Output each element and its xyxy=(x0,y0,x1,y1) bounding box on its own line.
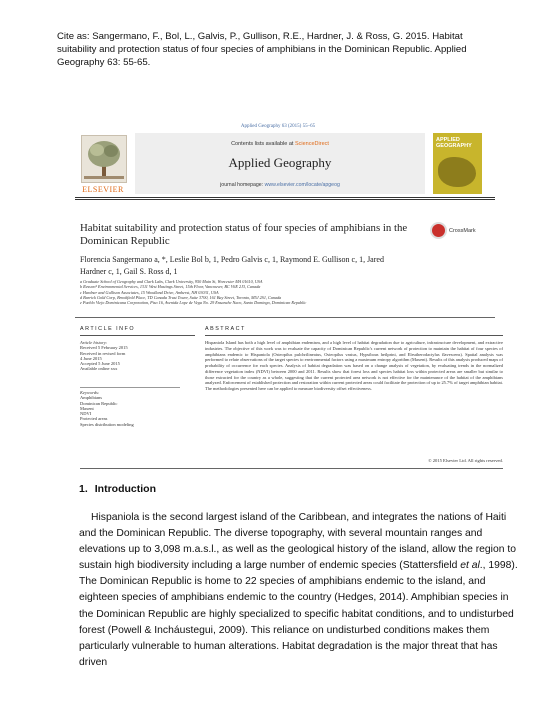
abstract-bottom-rule xyxy=(80,468,503,469)
journal-title: Applied Geography xyxy=(228,155,332,170)
affiliation: a Graduate School of Geography and Clark Labs, Clark University, 950 Main St, Worcester MA 01610, USA xyxy=(80,279,263,284)
copyright-notice: © 2015 Elsevier Ltd. All rights reserved. xyxy=(428,458,503,463)
author-list: Florencia Sangermano a, *, Leslie Bol b, 1, Pedro Galvis c, 1, Raymond E. Gullison c, 1, Jared Hardner c, 1, Gail S. Ross d, 1 xyxy=(80,255,384,276)
homepage-link[interactable]: www.elsevier.com/locate/apgeog xyxy=(264,182,340,188)
history-item: 4 June 2015 xyxy=(80,355,102,361)
affiliation-rule xyxy=(75,317,495,318)
crossmark-badge[interactable]: CrossMark xyxy=(430,222,476,240)
article-info-rule xyxy=(80,335,195,336)
sciencedirect-link[interactable]: ScienceDirect xyxy=(294,141,329,147)
section-number: 1. xyxy=(79,483,88,495)
history-item: Accepted 5 June 2015 xyxy=(80,361,120,367)
section-heading xyxy=(79,483,156,495)
section-title: Introduction xyxy=(94,483,157,495)
paper-title: Habitat suitability and protection status of four species of amphibians in the Dominican Republic xyxy=(80,222,408,247)
citation-note: Cite as: Sangermano, F., Bol, L., Galvis, P., Gullison, R.E., Hardner, J. & Ross, G. 2015. Habitat suitability and protection status of four species of amphibians in the Dominican Republic. Applied Geography 63: 55-65. xyxy=(57,31,467,68)
keyword: Species distribution modeling xyxy=(80,421,134,427)
history-item: Received 5 February 2015 xyxy=(80,345,128,351)
journal-homepage: journal homepage: www.elsevier.com/locate/apgeog xyxy=(220,182,340,188)
journal-cover: APPLIED GEOGRAPHY xyxy=(433,133,482,194)
journal-header xyxy=(75,133,482,194)
paragraph: Hispaniola is the second largest island of the Caribbean, and integrates the nations of Haiti and the Dominican Republic. The diverse topography, with several mountain ranges and elevations up to 3,098 m.a.s.l., as well as the geological history of the island, allow the region to sustain high biodiversity including a large number of endemic species (Stattersfield et al., 1998). The Dominican Republic is home to 22 species of amphibians endemic to the island, and eighteen species of amphibians endemic to the country (Hedges, 2014). Amphibian species in the Dominican Republic are highly specialized to specific habitat conditions, and to undisturbed forest (Powell & Incháustegui, 2009). This reliance on undisturbed conditions makes them particularly vulnerable to human alterations. Habitat degradation is the major threat that has driven xyxy=(79,512,518,668)
keyword: NDVI xyxy=(80,411,92,417)
crossmark-icon xyxy=(430,222,447,239)
keywords: Keywords: Amphibians Dominican Republic Maxent NDVI Protected areas Species distribution modeling xyxy=(80,387,180,427)
keyword: Protected areas xyxy=(80,416,108,422)
affiliation: e Pueblo Viejo Dominicana Corporation, Piso 16, Avenida Lope de Vega No. 29 Ensanche Naco, Santo Domingo, Dominican Republic xyxy=(80,300,307,306)
abstract-text: Hispaniola Island has both a high level of amphibian endemism, and a high level of habitat degradation due to agriculture, infrastructure development, and extractive industries. The objective of this work was to evaluate the capacity of Dominican Republic's current network of protection to maintain the habitat of four species of amphibians endemic to Hispaniola (Osteopilus pulchrilineatus, Osteopilus vastus, Hypsiboas heilprini, and Eleutherodactylus flavescens). Spatial analysis was performed to relate observations of the target species to environmental factors using a maximum entropy algorithm (Maxent). Results of this analysis produced maps of probability of occurrence for each species. Analysis of habitat degradation was based on a change analysis of vegetation, by evaluating trends in the normalized difference vegetation index (NDVI) between 2000 and 2011. Results show that forest loss and species habitat loss within protected areas are smaller but similar to those extracted for the country as a whole, suggesting that the current protected area network is not effective for the maintenance of the habitat of the amphibians analyzed. Enforcement of established protection and restoration within current protected areas could facilitate the protection of up to 25.7% of target amphibian habitat. The methodologies presented here can be applied to measure biodiversity offset effectiveness. xyxy=(205,340,503,391)
abstract-heading: ABSTRACT xyxy=(205,326,246,332)
elsevier-logo xyxy=(75,133,131,194)
introduction-body xyxy=(79,510,521,671)
header-rule-2 xyxy=(75,199,495,200)
keyword: Maxent xyxy=(80,405,94,411)
affiliation: c Hardner and Gullison Associates, 15 Woodland Drive, Amherst, NH 03031, USA xyxy=(80,289,219,295)
contents-line: Contents lists available at ScienceDirect xyxy=(231,141,329,147)
journal-banner xyxy=(135,133,425,194)
article-info-heading: ARTICLE INFO xyxy=(80,326,136,332)
abstract-rule xyxy=(205,335,503,336)
affiliation: b Ressort¹ Environmental Services, 1311 West Hastings Street, 15th Floor, Vancouver, BC V6E 2J3, Canada xyxy=(80,284,261,290)
affiliations xyxy=(80,279,480,305)
publisher-name: ELSEVIER xyxy=(82,185,124,194)
keyword: Dominican Republic xyxy=(80,400,118,406)
journal-reference[interactable]: Applied Geography 63 (2015) 55–65 xyxy=(240,124,316,129)
keyword: Amphibians xyxy=(80,395,102,401)
affiliation: d Barrick Gold Corp, Brookfield Place, TD Canada Trust Tower, Suite 3700, 161 Bay Street, Toronto, M5J 2S1, Canada xyxy=(80,294,282,300)
cover-map-image xyxy=(438,157,476,187)
elsevier-tree-icon xyxy=(81,135,127,183)
header-rule xyxy=(75,197,495,198)
article-history: Article history: Received 5 February 2015 Received in revised form 4 June 2015 Accepted 5 June 2015 Available online xxx xyxy=(80,340,180,372)
history-item: Received in revised form xyxy=(80,350,126,356)
history-item: Available online xxx xyxy=(80,366,118,372)
